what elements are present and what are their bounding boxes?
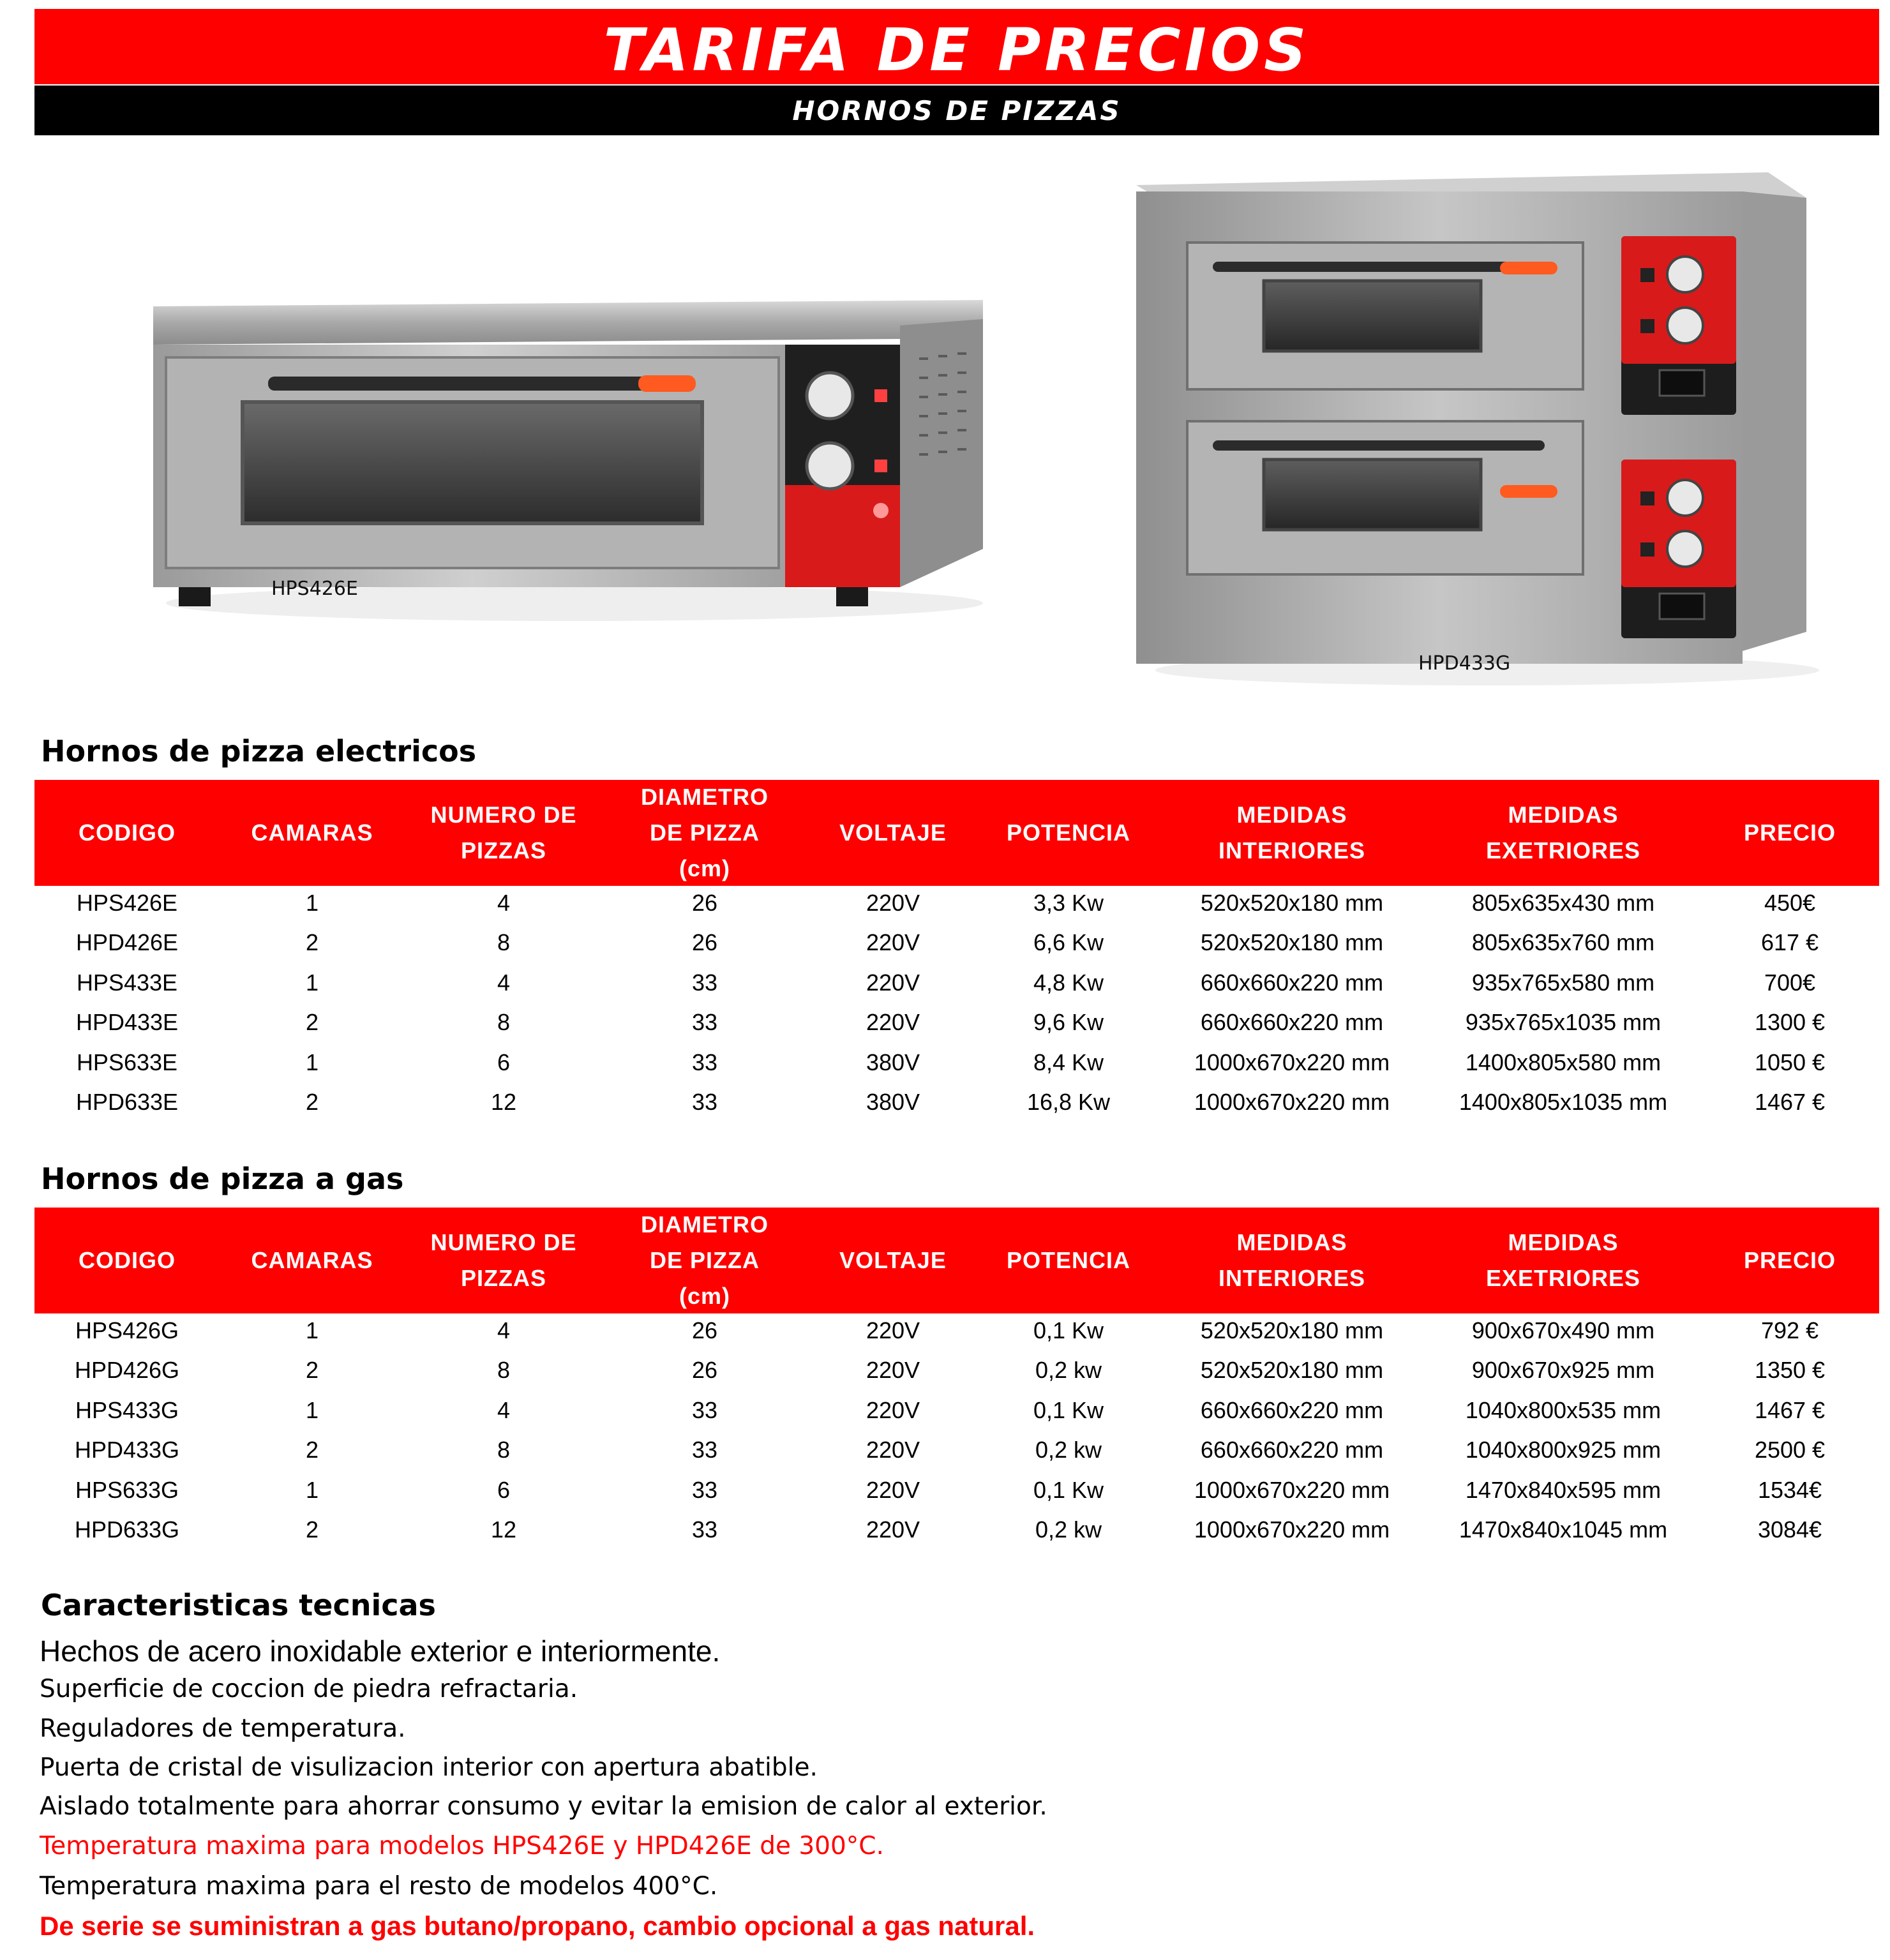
- col-medidas-exteriores: MEDIDAS EXETRIORES: [1485, 1229, 1641, 1291]
- col-voltaje: VOLTAJE: [839, 1247, 947, 1273]
- page-title: TARIFA DE PRECIOS: [603, 16, 1310, 84]
- electric-section-title: Hornos de pizza electricos: [41, 734, 477, 768]
- col-medidas-interiores: MEDIDAS INTERIORES: [1218, 802, 1366, 864]
- cell-pizzas: 6: [497, 1476, 511, 1503]
- cell-codigo: HPS433G: [75, 1396, 179, 1423]
- cell-voltaje: 220V: [866, 1437, 920, 1463]
- table-row: [34, 923, 1879, 962]
- cell-pizzas: 8: [497, 1357, 511, 1384]
- cell-medidas-exteriores: 935x765x580 mm: [1471, 969, 1655, 996]
- col-precio: PRECIO: [1743, 819, 1836, 846]
- col-camaras: CAMARAS: [251, 819, 373, 846]
- feature-item: Reguladores de temperatura.: [40, 1714, 406, 1743]
- features-title: Caracteristicas tecnicas: [41, 1588, 436, 1622]
- cell-diametro: 33: [691, 1009, 718, 1036]
- table-row: [34, 1391, 1879, 1430]
- cell-precio: 2500 €: [1754, 1437, 1826, 1463]
- cell-codigo: HPD433E: [75, 1009, 179, 1036]
- feature-item: Temperatura maxima para el resto de modelos 400°C.: [40, 1872, 718, 1901]
- table-row: [34, 1003, 1879, 1042]
- subtitle-bar: [34, 86, 1879, 135]
- col-potencia: POTENCIA: [1006, 819, 1130, 846]
- cell-voltaje: 220V: [866, 890, 920, 916]
- cell-codigo: HPS426G: [75, 1317, 179, 1343]
- cell-precio: 1300 €: [1754, 1009, 1826, 1036]
- table-row: [34, 963, 1879, 1003]
- cell-voltaje: 220V: [866, 1516, 920, 1543]
- col-voltaje: VOLTAJE: [839, 819, 947, 846]
- cell-codigo: HPS633E: [76, 1049, 178, 1075]
- cell-medidas-interiores: 520x520x180 mm: [1200, 1357, 1384, 1384]
- cell-medidas-interiores: 660x660x220 mm: [1200, 969, 1384, 996]
- cell-precio: 3084€: [1757, 1516, 1822, 1543]
- cell-potencia: 0,1 Kw: [1033, 1476, 1104, 1503]
- cell-pizzas: 4: [497, 969, 511, 996]
- cell-potencia: 16,8 Kw: [1026, 1089, 1111, 1115]
- cell-medidas-interiores: 1000x670x220 mm: [1194, 1476, 1390, 1503]
- feature-item: De serie se suministran a gas butano/propano, cambio opcional a gas natural.: [40, 1911, 1035, 1941]
- cell-voltaje: 220V: [866, 1009, 920, 1036]
- cell-potencia: 0,2 kw: [1035, 1437, 1102, 1463]
- electric-table-header: [34, 780, 1879, 886]
- cell-camaras: 2: [305, 1009, 319, 1036]
- cell-camaras: 1: [305, 1317, 319, 1343]
- col-diametro: DIAMETRO DE PIZZA (cm): [641, 1211, 769, 1309]
- cell-potencia: 0,1 Kw: [1033, 1317, 1104, 1343]
- cell-precio: 1534€: [1757, 1476, 1822, 1503]
- col-medidas-exteriores: MEDIDAS EXETRIORES: [1485, 802, 1641, 864]
- cell-diametro: 26: [691, 1357, 718, 1384]
- cell-camaras: 2: [305, 929, 319, 956]
- cell-camaras: 1: [305, 1049, 319, 1075]
- cell-precio: 1467 €: [1754, 1089, 1826, 1115]
- cell-precio: 450€: [1764, 890, 1816, 916]
- table-row: [34, 883, 1879, 923]
- col-potencia: POTENCIA: [1006, 1247, 1130, 1273]
- cell-precio: 792 €: [1760, 1317, 1819, 1343]
- cell-medidas-interiores: 520x520x180 mm: [1200, 929, 1384, 956]
- cell-precio: 1467 €: [1754, 1396, 1826, 1423]
- cell-medidas-interiores: 1000x670x220 mm: [1194, 1516, 1390, 1543]
- cell-medidas-interiores: 660x660x220 mm: [1200, 1396, 1384, 1423]
- cell-voltaje: 220V: [866, 1357, 920, 1384]
- cell-medidas-interiores: 660x660x220 mm: [1200, 1009, 1384, 1036]
- cell-medidas-exteriores: 805x635x430 mm: [1471, 890, 1655, 916]
- cell-pizzas: 4: [497, 1317, 511, 1343]
- cell-diametro: 26: [691, 929, 718, 956]
- cell-diametro: 26: [691, 890, 718, 916]
- col-diametro: DIAMETRO DE PIZZA (cm): [641, 784, 769, 881]
- cell-codigo: HPD633E: [75, 1089, 179, 1115]
- cell-potencia: 3,3 Kw: [1033, 890, 1104, 916]
- cell-medidas-exteriores: 1400x805x1035 mm: [1459, 1089, 1668, 1115]
- cell-pizzas: 12: [490, 1516, 517, 1543]
- cell-diametro: 33: [691, 969, 718, 996]
- cell-voltaje: 380V: [866, 1089, 920, 1115]
- cell-codigo: HPD633G: [74, 1516, 180, 1543]
- feature-item: Aislado totalmente para ahorrar consumo y evitar la emision de calor al exterior.: [40, 1792, 1047, 1821]
- cell-voltaje: 220V: [866, 1317, 920, 1343]
- cell-precio: 700€: [1764, 969, 1816, 996]
- cell-diametro: 33: [691, 1049, 718, 1075]
- cell-codigo: HPS426E: [76, 890, 178, 916]
- cell-codigo: HPD433G: [74, 1437, 180, 1463]
- single-deck-oven-image: [140, 281, 996, 625]
- cell-pizzas: 8: [497, 1009, 511, 1036]
- cell-medidas-exteriores: 805x635x760 mm: [1471, 929, 1655, 956]
- cell-potencia: 4,8 Kw: [1033, 969, 1104, 996]
- cell-camaras: 2: [305, 1516, 319, 1543]
- cell-voltaje: 220V: [866, 969, 920, 996]
- cell-pizzas: 8: [497, 1437, 511, 1463]
- feature-item: Superficie de coccion de piedra refractaria.: [40, 1675, 578, 1703]
- cell-medidas-exteriores: 900x670x925 mm: [1471, 1357, 1655, 1384]
- cell-camaras: 2: [305, 1357, 319, 1384]
- feature-item: Hechos de acero inoxidable exterior e interiormente.: [40, 1635, 721, 1668]
- cell-pizzas: 12: [490, 1089, 517, 1115]
- cell-diametro: 26: [691, 1317, 718, 1343]
- cell-medidas-interiores: 1000x670x220 mm: [1194, 1089, 1390, 1115]
- cell-camaras: 2: [305, 1437, 319, 1463]
- table-row: [34, 1043, 1879, 1082]
- cell-potencia: 0,2 kw: [1035, 1516, 1102, 1543]
- cell-diametro: 33: [691, 1437, 718, 1463]
- table-row: [34, 1430, 1879, 1470]
- cell-medidas-exteriores: 1040x800x925 mm: [1465, 1437, 1661, 1463]
- cell-codigo: HPS433E: [76, 969, 178, 996]
- photo-caption-single: HPS426E: [271, 578, 358, 600]
- cell-medidas-interiores: 660x660x220 mm: [1200, 1437, 1384, 1463]
- col-codigo: CODIGO: [78, 1247, 176, 1273]
- cell-potencia: 8,4 Kw: [1033, 1049, 1104, 1075]
- double-deck-oven-image: [1130, 166, 1826, 689]
- cell-potencia: 9,6 Kw: [1033, 1009, 1104, 1036]
- cell-camaras: 1: [305, 1476, 319, 1503]
- cell-codigo: HPS633G: [75, 1476, 179, 1503]
- table-row: [34, 1082, 1879, 1122]
- cell-medidas-exteriores: 1400x805x580 mm: [1465, 1049, 1661, 1075]
- table-row: [34, 1350, 1879, 1390]
- cell-precio: 1050 €: [1754, 1049, 1826, 1075]
- col-numero-pizzas: NUMERO DE PIZZAS: [430, 1229, 577, 1291]
- cell-voltaje: 220V: [866, 929, 920, 956]
- feature-item: Temperatura maxima para modelos HPS426E y HPD426E de 300°C.: [40, 1832, 884, 1860]
- cell-potencia: 0,2 kw: [1035, 1357, 1102, 1384]
- cell-pizzas: 4: [497, 1396, 511, 1423]
- col-numero-pizzas: NUMERO DE PIZZAS: [430, 802, 577, 864]
- cell-codigo: HPD426E: [75, 929, 179, 956]
- cell-voltaje: 380V: [866, 1049, 920, 1075]
- title-banner: [34, 9, 1879, 84]
- table-row: [34, 1311, 1879, 1350]
- gas-table-header: [34, 1208, 1879, 1313]
- page-subtitle: HORNOS DE PIZZAS: [792, 95, 1121, 126]
- cell-medidas-exteriores: 1040x800x535 mm: [1465, 1396, 1661, 1423]
- table-row: [34, 1510, 1879, 1550]
- col-medidas-interiores: MEDIDAS INTERIORES: [1218, 1229, 1366, 1291]
- cell-pizzas: 4: [497, 890, 511, 916]
- cell-voltaje: 220V: [866, 1396, 920, 1423]
- cell-codigo: HPD426G: [74, 1357, 180, 1384]
- cell-medidas-exteriores: 900x670x490 mm: [1471, 1317, 1655, 1343]
- cell-potencia: 0,1 Kw: [1033, 1396, 1104, 1423]
- cell-potencia: 6,6 Kw: [1033, 929, 1104, 956]
- cell-medidas-interiores: 520x520x180 mm: [1200, 890, 1384, 916]
- cell-medidas-exteriores: 1470x840x595 mm: [1465, 1476, 1661, 1503]
- cell-medidas-exteriores: 1470x840x1045 mm: [1459, 1516, 1668, 1543]
- cell-camaras: 1: [305, 1396, 319, 1423]
- cell-pizzas: 6: [497, 1049, 511, 1075]
- photo-caption-double: HPD433G: [1418, 652, 1511, 675]
- col-precio: PRECIO: [1743, 1247, 1836, 1273]
- cell-camaras: 2: [305, 1089, 319, 1115]
- cell-medidas-interiores: 1000x670x220 mm: [1194, 1049, 1390, 1075]
- gas-section-title: Hornos de pizza a gas: [41, 1162, 404, 1196]
- cell-diametro: 33: [691, 1476, 718, 1503]
- feature-item: Puerta de cristal de visulizacion interior con apertura abatible.: [40, 1753, 818, 1782]
- cell-diametro: 33: [691, 1089, 718, 1115]
- col-codigo: CODIGO: [78, 819, 176, 846]
- cell-pizzas: 8: [497, 929, 511, 956]
- cell-diametro: 33: [691, 1516, 718, 1543]
- cell-camaras: 1: [305, 969, 319, 996]
- cell-diametro: 33: [691, 1396, 718, 1423]
- col-camaras: CAMARAS: [251, 1247, 373, 1273]
- cell-precio: 617 €: [1760, 929, 1819, 956]
- cell-medidas-interiores: 520x520x180 mm: [1200, 1317, 1384, 1343]
- cell-medidas-exteriores: 935x765x1035 mm: [1465, 1009, 1661, 1036]
- table-row: [34, 1470, 1879, 1510]
- cell-precio: 1350 €: [1754, 1357, 1826, 1384]
- cell-camaras: 1: [305, 890, 319, 916]
- cell-voltaje: 220V: [866, 1476, 920, 1503]
